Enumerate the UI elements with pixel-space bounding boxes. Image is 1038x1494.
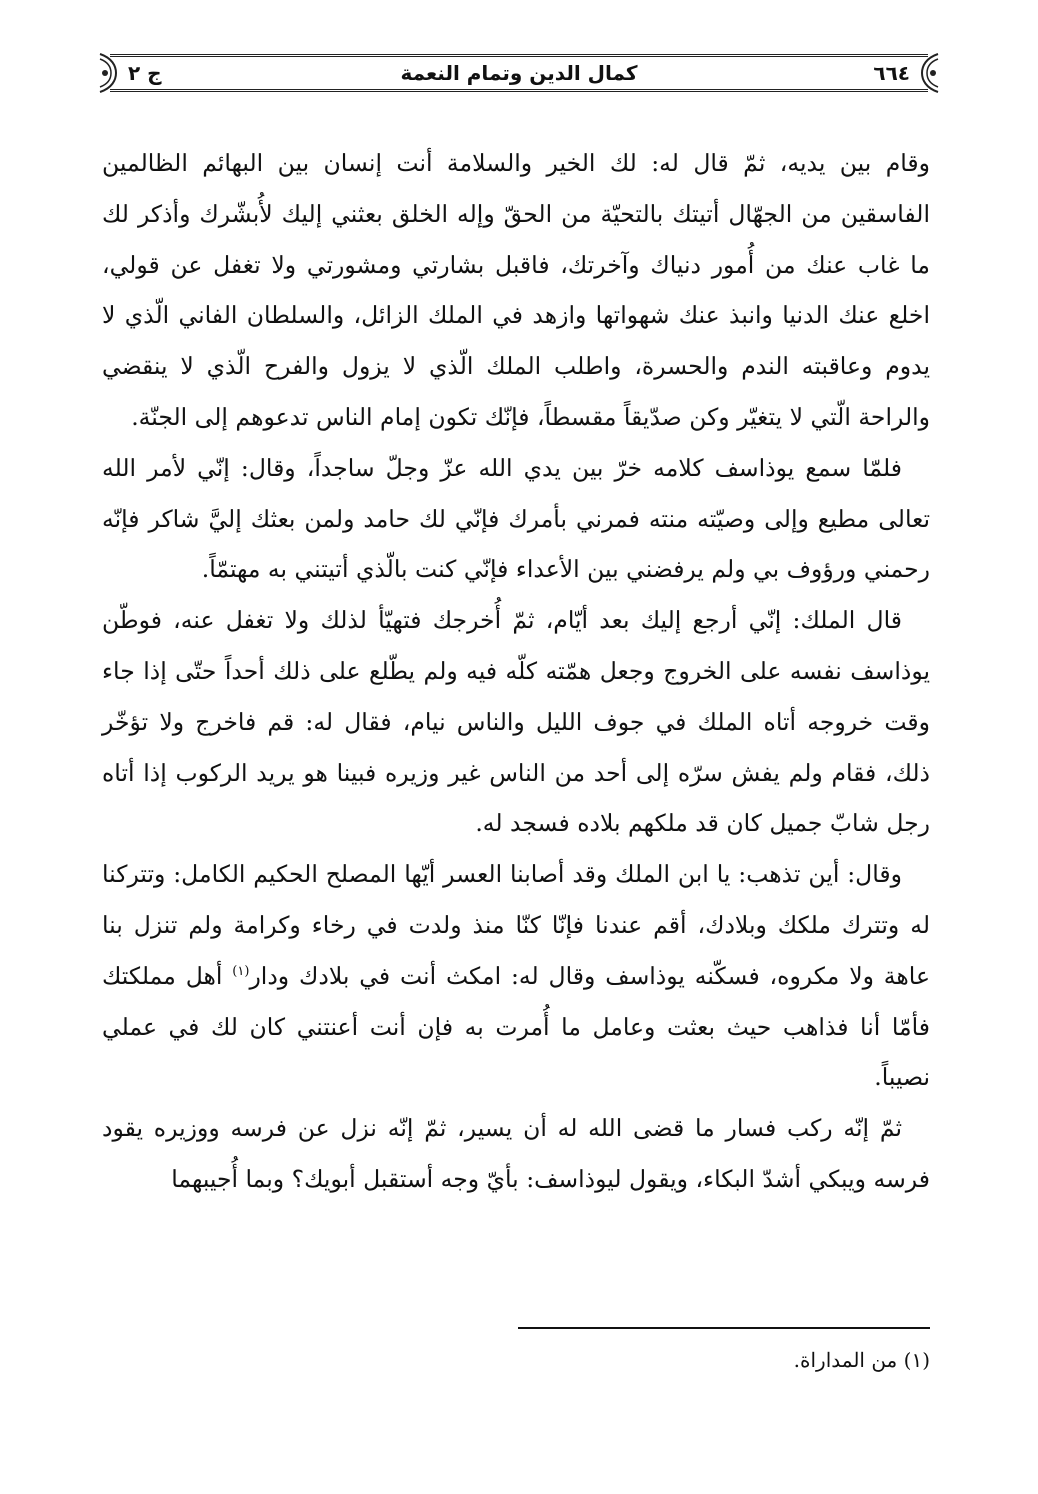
body-text	[102, 138, 930, 1205]
page-number: ٦٦٤	[873, 61, 910, 85]
paragraph-text: أهل مملكتك فأمّا أنا فذاهب حيث بعثت وعامل ما أُمرت به فإن أنت أعنتني كان لك في عملي نصيباً.	[102, 961, 930, 1092]
paragraph	[102, 849, 930, 1103]
ornament-icon	[918, 50, 940, 96]
paragraph: وقام بين يديه، ثمّ قال له: لك الخير والسلامة أنت إنسان بين البهائم الظالمين الفاسقين من الجهّال أتيتك بالتحيّة من الحقّ وإله الخلق بعثني إليك لأُبشّرك وأذكر لك ما غاب عنك من أُمور دنياك وآخرتك، فاقبل بشارتي ومشورتي ولا تغفل عن قولي، اخلع عنك الدنيا وانبذ عنك شهواتها وازهد في الملك الزائل، والسلطان الفاني الّذي لا يدوم وعاقبته الندم والحسرة، واطلب الملك الّذي لا يزول والفرح الّذي لا ينقضي والراحة الّتي لا يتغيّر وكن صدّيقاً مقسطاً، فإنّك تكون إمام الناس تدعوهم إلى الجنّة.	[102, 149, 930, 431]
volume-label: ج ٢	[128, 61, 162, 85]
footnote-separator	[518, 1327, 930, 1329]
running-title: كمال الدين وتمام النعمة	[400, 61, 638, 85]
footnote: (١) من المداراة.	[793, 1348, 930, 1372]
paragraph: فلمّا سمع يوذاسف كلامه خرّ بين يدي الله عزّ وجلّ ساجداً، وقال: إنّي لأمر الله تعالى مطيع وإلى وصيّته منته فمرني بأمرك فإنّي لك حامد ولمن بعثك إليَّ شاكر فإنّه رحمني ورؤوف بي ولم يرفضني بين الأعداء فإنّي كنت بالّذي أتيتني به مهتمّاً.	[102, 453, 930, 584]
footnote-reference: (١)	[232, 963, 250, 979]
footnotes	[430, 1345, 930, 1375]
paragraph: ثمّ إنّه ركب فسار ما قضى الله له أن يسير، ثمّ إنّه نزل عن فرسه ووزيره يقود فرسه ويبكي أشدّ البكاء، ويقول ليوذاسف: بأيّ وجه أستقبل أبويك؟ وبما أُجيبهما	[102, 1114, 930, 1193]
paragraph: قال الملك: إنّي أرجع إليك بعد أيّام، ثمّ أُخرجك فتهيّأ لذلك ولا تغفل عنه، فوطّن يوذاسف نفسه على الخروج وجعل همّته كلّه فيه ولم يطّلع على ذلك أحداً حتّى إذا جاء وقت خروجه أتاه الملك في جوف الليل والناس نيام، فقال له: قم فاخرج ولا تؤخّر ذلك، فقام ولم يفش سرّه إلى أحد من الناس غير وزيره فبينا هو يريد الركوب إذا أتاه رجل شابّ جميل كان قد ملكهم بلاده فسجد له.	[102, 606, 930, 838]
running-header	[98, 50, 940, 96]
paragraph-text: وقال: أين تذهب: يا ابن الملك وقد أصابنا العسر أيّها المصلح الحكيم الكامل: وتتركنا له وتترك ملكك وبلادك، أقم عندنا فإنّا كنّا منذ ولدت في رخاء وكرامة ولم تنزل بنا عاهة ولا مكروه، فسكّنه يوذاسف وقال له: امكث أنت في بلادك ودار	[102, 860, 930, 990]
ornament-icon	[98, 50, 120, 96]
